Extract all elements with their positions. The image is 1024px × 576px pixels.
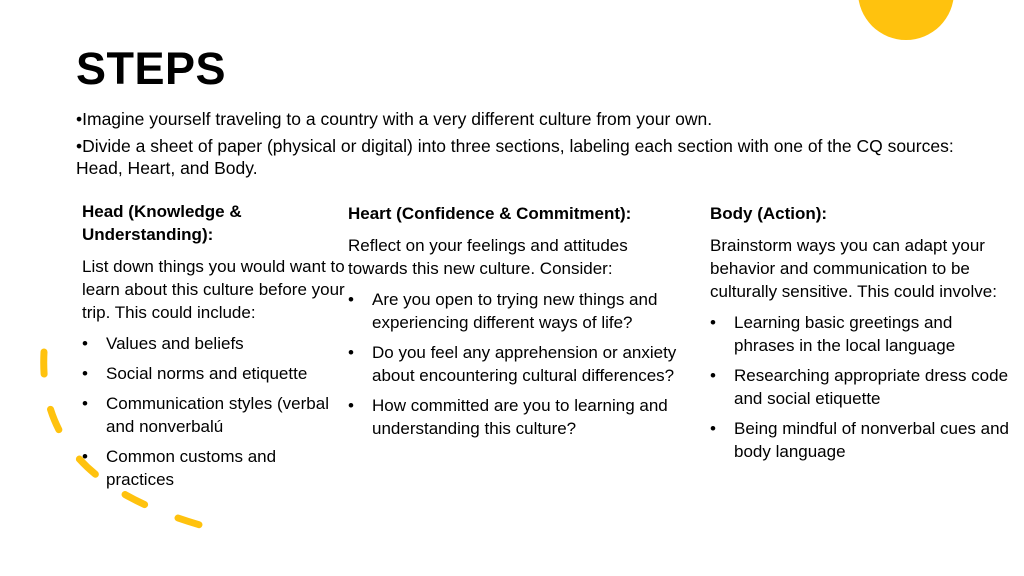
bullet-icon: •: [82, 364, 88, 383]
list-item-text: Social norms and etiquette: [106, 364, 308, 383]
head-column: [82, 200, 346, 498]
intro-line: •Imagine yourself traveling to a country with a very different culture from your own.: [76, 109, 713, 129]
bullet-icon: •: [82, 334, 88, 353]
list-item: [710, 364, 1016, 410]
bullet-icon: •: [348, 290, 354, 309]
bullet-icon: •: [710, 366, 716, 385]
list-item: [82, 392, 346, 438]
list-item: [82, 362, 346, 385]
list-item: [348, 288, 688, 334]
list-item: [82, 332, 346, 355]
bullet-icon: •: [710, 313, 716, 332]
list-item-text: Being mindful of nonverbal cues and body language: [734, 419, 1010, 461]
list-item-text: Values and beliefs: [106, 334, 244, 353]
list-item-text: Communication styles (verbal and nonverbalú: [106, 394, 329, 436]
bullet-icon: •: [348, 343, 354, 362]
slide-title: STEPS: [76, 43, 227, 94]
bullet-icon: •: [82, 394, 88, 413]
heart-bullet-list: [348, 288, 688, 440]
list-item: [348, 394, 688, 440]
head-bullet-list: [82, 332, 346, 491]
head-heading: Head (Knowledge & Understanding):: [82, 202, 242, 244]
list-item-text: Are you open to trying new things and experiencing different ways of life?: [372, 290, 658, 332]
intro-line: •Divide a sheet of paper (physical or digital) into three sections, labeling each section with one of the CQ sources: Head, Heart, and Body.: [76, 136, 954, 178]
body-description: Brainstorm ways you can adapt your behavior and communication to be culturally sensitive. This could involve:: [710, 236, 997, 301]
list-item-text: Common customs and practices: [106, 447, 277, 489]
list-item: [348, 341, 688, 387]
heart-description: Reflect on your feelings and attitudes towards this new culture. Consider:: [348, 236, 628, 278]
intro-text: [76, 108, 956, 184]
bullet-icon: •: [710, 419, 716, 438]
heart-column: [348, 202, 688, 447]
list-item: [710, 417, 1016, 463]
list-item-text: Researching appropriate dress code and social etiquette: [734, 366, 1009, 408]
body-heading: Body (Action):: [710, 204, 828, 223]
heart-heading: Heart (Confidence & Commitment):: [348, 204, 632, 223]
list-item: [82, 445, 346, 491]
list-item: [710, 311, 1016, 357]
head-description: List down things you would want to learn about this culture before your trip. This could include:: [82, 257, 345, 322]
body-bullet-list: [710, 311, 1016, 463]
list-item-text: Do you feel any apprehension or anxiety about encountering cultural differences?: [372, 343, 677, 385]
bullet-icon: •: [82, 447, 88, 466]
body-column: [710, 202, 1016, 470]
list-item-text: How committed are you to learning and understanding this culture?: [372, 396, 668, 438]
bullet-icon: •: [348, 396, 354, 415]
list-item-text: Learning basic greetings and phrases in the local language: [734, 313, 956, 355]
